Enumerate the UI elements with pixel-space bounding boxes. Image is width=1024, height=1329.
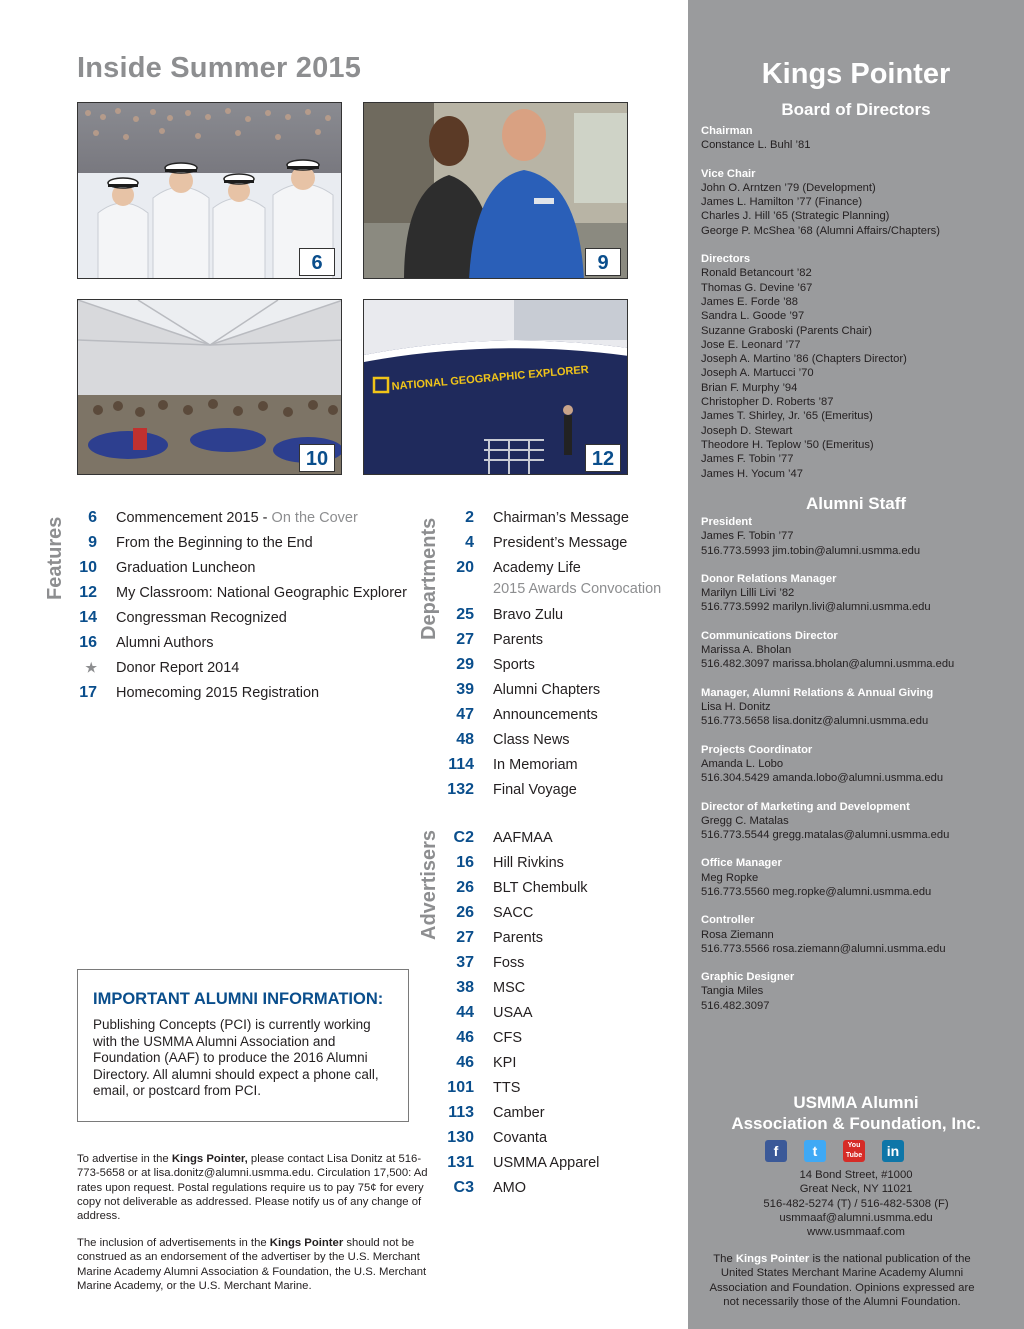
toc-page-number: 101 — [447, 1079, 474, 1096]
toc-page-number: 25 — [456, 606, 474, 623]
address-website[interactable]: www.usmmaaf.com — [807, 1226, 905, 1239]
features-toc-entry[interactable] — [77, 681, 417, 705]
toc-label-text: Parents — [493, 632, 543, 648]
role-title: Donor Relations Manager — [701, 572, 837, 585]
toc-label — [493, 728, 570, 752]
photo-luncheon[interactable] — [77, 299, 342, 475]
toc-label — [493, 1026, 522, 1050]
toc-page-number: 16 — [79, 634, 97, 651]
toc-label-text: Congressman Recognized — [116, 610, 287, 626]
person-line: Ronald Betancourt ’82 — [701, 267, 812, 280]
toc-page-number: 10 — [79, 559, 97, 576]
person-line: Joseph A. Martucci ’70 — [701, 367, 814, 380]
person-line: Theodore H. Teplow ’50 (Emeritus) — [701, 438, 874, 451]
departments-toc-entry[interactable] — [440, 506, 640, 530]
departments-toc-entry[interactable] — [440, 653, 640, 677]
toc-label — [116, 681, 319, 705]
disclaimer-bold: Kings Pointer — [269, 1237, 344, 1249]
advertisers-toc-entry[interactable] — [440, 1026, 640, 1050]
person-line: Marissa A. Bholan — [701, 644, 792, 657]
toc-page-number: 44 — [456, 1004, 474, 1021]
toc-label-text: In Memoriam — [493, 757, 578, 773]
person-line: 516.304.5429 amanda.lobo@alumni.usmma.edu — [701, 772, 944, 785]
person-line: Gregg C. Matalas — [701, 814, 789, 827]
toc-page-number: 27 — [456, 631, 474, 648]
departments-heading: Departments — [418, 517, 440, 640]
masthead-sidebar — [688, 0, 1024, 1329]
person-line: James F. Tobin ’77 — [701, 530, 794, 543]
role-title: Office Manager — [701, 857, 782, 870]
advertisers-toc-entry[interactable] — [440, 976, 640, 1000]
toc-label — [493, 851, 564, 875]
person-line: James H. Yocum ’47 — [701, 467, 803, 480]
toc-page-number: 113 — [448, 1104, 474, 1121]
ship-hull-text: NATIONAL GEOGRAPHIC EXPLORER — [391, 363, 590, 393]
address-street: 14 Bond Street, #1000 — [799, 1169, 913, 1181]
disclaimer — [77, 1236, 429, 1293]
toc-label-text: TTS — [493, 1080, 521, 1096]
toc-label-text: My Classroom: National Geographic Explorer — [116, 585, 407, 601]
photo-page-number: 10 — [299, 444, 335, 472]
toc-label — [493, 1076, 520, 1100]
toc-page-number: 114 — [448, 756, 474, 773]
toc-label-text: AAFMAA — [493, 830, 553, 846]
photo-two-men[interactable] — [363, 102, 628, 279]
toc-page-number: 131 — [447, 1154, 474, 1171]
advertise-note-bold: Kings Pointer, — [171, 1153, 248, 1165]
youtube-icon[interactable]: You Tube — [843, 1140, 865, 1162]
person-line: 516.773.5992 marilyn.livi@alumni.usmma.edu — [701, 601, 931, 614]
toc-page-number: 38 — [456, 979, 474, 996]
toc-page-number: 47 — [456, 706, 474, 723]
departments-toc-entry[interactable] — [440, 603, 640, 627]
toc-page-number: 6 — [88, 509, 97, 526]
toc-label-text: Covanta — [493, 1130, 548, 1146]
person-line: James L. Hamilton ’77 (Finance) — [701, 196, 863, 209]
photo-page-number: 12 — [585, 444, 621, 472]
toc-page-number: 17 — [79, 684, 97, 701]
features-toc-entry[interactable] — [77, 506, 417, 530]
person-line: James E. Forde ’88 — [701, 295, 799, 308]
staff-block — [701, 913, 946, 956]
person-line: James F. Tobin ’77 — [701, 453, 794, 466]
role-title: Projects Coordinator — [701, 743, 813, 756]
departments-toc-entry[interactable] — [440, 703, 640, 727]
advertisers-toc-entry[interactable] — [440, 826, 640, 850]
toc-label-text: USMMA Apparel — [493, 1155, 600, 1171]
toc-cover-note: On the Cover — [271, 510, 358, 526]
departments-toc-entry[interactable] — [440, 556, 640, 580]
advertisers-toc-entry[interactable] — [440, 1051, 640, 1075]
toc-label-text: Sports — [493, 657, 535, 673]
toc-label — [493, 603, 563, 627]
toc-label — [116, 506, 358, 530]
toc-label-text: From the Beginning to the End — [116, 535, 313, 551]
advertisers-toc-entry[interactable] — [440, 1076, 640, 1100]
staff-block — [701, 970, 794, 1013]
person-line: Amanda L. Lobo — [701, 757, 784, 770]
board-heading: Board of Directors — [781, 100, 931, 119]
toc-label — [493, 628, 543, 652]
features-toc-entry[interactable] — [77, 656, 417, 680]
toc-label — [116, 631, 214, 655]
toc-page-number: 16 — [456, 854, 474, 871]
info-box-title: IMPORTANT ALUMNI INFORMATION: — [93, 990, 384, 1008]
person-line: Constance L. Buhl ’81 — [701, 139, 811, 152]
staff-block — [701, 686, 933, 729]
disclaimer-pre: The inclusion of advertisements in the — [77, 1237, 270, 1249]
alumni-info-box — [77, 969, 409, 1122]
person-line: 516.773.5560 meg.ropke@alumni.usmma.edu — [701, 885, 932, 898]
toc-label — [493, 951, 524, 975]
toc-label — [493, 976, 525, 1000]
person-line: Sandra L. Goode ’97 — [701, 310, 805, 323]
person-line: 516.773.5658 lisa.donitz@alumni.usmma.edu — [701, 715, 929, 728]
toc-label-text: Donor Report 2014 — [116, 660, 240, 676]
staff-block — [701, 743, 943, 786]
toc-label — [116, 581, 407, 605]
person-line: Charles J. Hill ’65 (Strategic Planning) — [701, 210, 890, 223]
toc-label — [493, 1001, 533, 1025]
person-line: Suzanne Graboski (Parents Chair) — [701, 324, 872, 337]
photo-page-number: 6 — [299, 248, 335, 276]
facebook-icon[interactable]: f — [765, 1140, 787, 1162]
toc-page-number: 12 — [79, 584, 97, 601]
person-line: Joseph D. Stewart — [701, 424, 793, 437]
toc-label-text: BLT Chembulk — [493, 880, 588, 896]
toc-page-number: 27 — [456, 929, 474, 946]
toc-label-text: Alumni Chapters — [493, 682, 601, 698]
toc-page-number: 132 — [447, 781, 474, 798]
info-box-body: Publishing Concepts (PCI) is currently working with the USMMA Alumni Association and Foundation (AAF) to produce the 2016 Alumni Directory. All alumni should expect a phone call, email, or postcard from PCI. — [93, 1017, 379, 1098]
toc-label — [116, 531, 313, 555]
person-line: 516.773.5544 gregg.matalas@alumni.usmma.edu — [701, 829, 950, 842]
toc-label-text: Alumni Authors — [116, 635, 214, 651]
board-block — [701, 252, 907, 481]
advertisers-toc-entry[interactable] — [440, 1101, 640, 1125]
toc-label-text: Announcements — [493, 707, 598, 723]
toc-sub-note: 2015 Awards Convocation — [493, 581, 662, 597]
role-title: Controller — [701, 914, 755, 927]
role-title: President — [701, 516, 752, 528]
features-toc-entry[interactable] — [77, 531, 417, 555]
person-line: James T. Shirley, Jr. ’65 (Emeritus) — [701, 410, 873, 423]
toc-page-number: 46 — [456, 1054, 474, 1071]
staff-block — [701, 856, 931, 899]
staff-block — [701, 800, 949, 843]
toc-page-number: 2 — [465, 509, 474, 526]
toc-label — [493, 876, 588, 900]
role-title: Manager, Alumni Relations & Annual Giving — [701, 686, 934, 699]
toc-label — [493, 826, 553, 850]
toc-label-text: Bravo Zulu — [493, 607, 564, 623]
advertisers-toc-entry[interactable] — [440, 851, 640, 875]
toc-label-text: Hill Rivkins — [493, 855, 564, 871]
org-name-line1: USMMA Alumni — [793, 1093, 919, 1112]
staff-block — [701, 515, 920, 558]
departments-toc-entry[interactable] — [440, 531, 640, 555]
advertise-note-pre: To advertise in the — [77, 1153, 172, 1165]
board-block — [701, 167, 940, 238]
toc-label — [493, 678, 600, 702]
linkedin-icon[interactable]: in — [882, 1140, 904, 1162]
role-title: Graphic Designer — [701, 971, 795, 984]
publication-note-pre: The — [713, 1253, 736, 1265]
role-title: Director of Marketing and Development — [701, 800, 910, 813]
toc-label-text: CFS — [493, 1030, 522, 1046]
departments-toc-entry[interactable] — [440, 753, 640, 777]
person-line: John O. Arntzen ’79 (Development) — [701, 181, 876, 194]
toc-label — [493, 556, 581, 580]
person-line: 516.773.5993 jim.tobin@alumni.usmma.edu — [701, 544, 921, 557]
address-block — [688, 1168, 1024, 1239]
toc-page-number: 26 — [456, 879, 474, 896]
toc-page-number: C2 — [453, 829, 474, 846]
advertisers-toc-entry[interactable] — [440, 1151, 640, 1175]
toc-label — [116, 556, 255, 580]
advertise-note — [77, 1152, 429, 1223]
toc-label-text: Parents — [493, 930, 543, 946]
advertisers-toc-entry[interactable] — [440, 951, 640, 975]
toc-page-number: 46 — [456, 1029, 474, 1046]
org-name-line2: Association & Foundation, Inc. — [731, 1114, 981, 1133]
advertisers-toc-entry[interactable] — [440, 1176, 640, 1200]
advertisers-toc-entry[interactable] — [440, 1001, 640, 1025]
toc-label — [493, 1126, 547, 1150]
person-line: Jose E. Leonard ’77 — [701, 338, 801, 351]
role-title: Directors — [701, 253, 751, 266]
person-line: Brian F. Murphy ’94 — [701, 381, 798, 394]
toc-label-text: President’s Message — [493, 535, 628, 551]
toc-label-text: Homecoming 2015 Registration — [116, 685, 320, 701]
toc-page-number: ★ — [85, 660, 97, 675]
toc-label — [493, 531, 627, 555]
advertisers-toc-entry[interactable] — [440, 1126, 640, 1150]
toc-page-number: 48 — [456, 731, 474, 748]
person-line: Joseph A. Martino ’86 (Chapters Director) — [701, 353, 907, 366]
toc-label-text: Chairman’s Message — [493, 510, 629, 526]
features-heading: Features — [44, 516, 66, 600]
departments-toc-entry[interactable] — [440, 678, 640, 702]
toc-label — [116, 656, 239, 680]
toc-page-number: 37 — [456, 954, 474, 971]
toc-page-number: 4 — [465, 534, 474, 551]
role-title: Communications Director — [701, 629, 838, 642]
page-title: Inside Summer 2015 — [77, 52, 362, 84]
person-line: 516.773.5566 rosa.ziemann@alumni.usmma.edu — [701, 942, 946, 955]
person-line: George P. McShea ’68 (Alumni Affairs/Chapters) — [701, 224, 940, 237]
twitter-icon[interactable]: t — [804, 1140, 826, 1162]
toc-label-text: Graduation Luncheon — [116, 560, 256, 576]
staff-heading: Alumni Staff — [805, 494, 907, 513]
toc-page-number: 9 — [88, 534, 97, 551]
toc-label — [493, 778, 577, 802]
photo-ship[interactable] — [363, 299, 628, 475]
toc-label-text: Camber — [493, 1105, 545, 1121]
toc-page-number: 39 — [456, 681, 474, 698]
person-line: Marilyn Lilli Livi ’82 — [701, 587, 795, 600]
toc-label-text: Foss — [493, 955, 525, 971]
address-city: Great Neck, NY 11021 — [799, 1183, 913, 1196]
advertisers-toc-entry[interactable] — [440, 926, 640, 950]
toc-label — [493, 653, 535, 677]
person-line: Meg Ropke — [701, 871, 759, 884]
departments-toc-entry[interactable] — [440, 778, 640, 802]
person-line: 516.482.3097 — [701, 999, 770, 1012]
disclaimer-post: should not be construed as an endorsement of the advertiser by the U.S. Merchant Marine Academy Alumni Association & Foundation, the U.S. Merchant Marine Academy, or the U.S. Merchant Marine. — [77, 1237, 427, 1292]
person-line: Lisa H. Donitz — [701, 700, 771, 713]
toc-label-text: Academy Life — [493, 560, 581, 576]
toc-page-number: 130 — [447, 1129, 474, 1146]
advertisers-toc-entry[interactable] — [440, 901, 640, 925]
publication-note-bold: Kings Pointer — [735, 1253, 810, 1265]
board-block — [701, 124, 810, 153]
toc-label-text: Class News — [493, 732, 570, 748]
toc-label-text: Final Voyage — [493, 782, 577, 798]
toc-page-number: 20 — [456, 559, 474, 576]
toc-page-number: 26 — [456, 904, 474, 921]
person-line: Christopher D. Roberts ’87 — [701, 396, 834, 409]
role-title: Chairman — [701, 125, 753, 137]
features-toc-entry[interactable] — [77, 581, 417, 605]
toc-label — [493, 1176, 526, 1200]
person-line: Tangia Miles — [701, 985, 764, 998]
toc-page-number: 14 — [79, 609, 97, 626]
features-toc-entry[interactable] — [77, 606, 417, 630]
toc-label-text: SACC — [493, 905, 534, 921]
person-line: Rosa Ziemann — [701, 928, 774, 941]
publication-note-post: is the national publication of the United States Merchant Marine Academy Alumni Association and Foundation. Opinions expressed are not necessarily those of the Alumni Foundation. — [709, 1253, 975, 1308]
masthead-title: Kings Pointer — [761, 58, 951, 90]
toc-page-number: 29 — [456, 656, 474, 673]
advertisers-toc-entry[interactable] — [440, 876, 640, 900]
toc-label-text: MSC — [493, 980, 526, 996]
toc-label — [493, 901, 533, 925]
photo-page-number: 9 — [585, 248, 621, 276]
staff-block — [701, 629, 954, 672]
toc-label — [493, 1151, 599, 1175]
toc-label-text: USAA — [493, 1005, 533, 1021]
photo-commencement[interactable] — [77, 102, 342, 279]
features-toc-entry[interactable] — [77, 631, 417, 655]
departments-toc-entry[interactable] — [440, 728, 640, 752]
address-phone: 516-482-5274 (T) / 516-482-5308 (F) — [763, 1197, 949, 1210]
toc-label-text: KPI — [493, 1055, 517, 1071]
toc-label — [116, 606, 287, 630]
toc-label — [493, 1101, 545, 1125]
toc-label — [493, 753, 578, 777]
person-line: Thomas G. Devine ’67 — [701, 281, 813, 294]
address-email[interactable]: usmmaaf@alumni.usmma.edu — [779, 1211, 933, 1224]
toc-label — [493, 926, 543, 950]
departments-toc-entry[interactable] — [440, 628, 640, 652]
features-toc-entry[interactable] — [77, 556, 417, 580]
advertise-note-post: please contact Lisa Donitz at 516-773-5658 or at lisa.donitz@alumni.usmma.edu. Circulation 17,500: Ad rates upon request. Postal regulations require us to pay 75¢ for every copy not deliverable as addressed. Please notify us of any change of address. — [77, 1153, 428, 1223]
advertisers-heading: Advertisers — [418, 829, 440, 940]
toc-label — [493, 506, 629, 530]
toc-page-number: C3 — [453, 1179, 474, 1196]
toc-label-text: AMO — [493, 1180, 527, 1196]
toc-label-text: Commencement 2015 - — [116, 510, 272, 526]
toc-label — [493, 1051, 516, 1075]
person-line: 516.482.3097 marissa.bholan@alumni.usmma.edu — [701, 658, 955, 671]
publication-note — [702, 1252, 982, 1309]
staff-block — [701, 572, 931, 615]
role-title: Vice Chair — [701, 167, 756, 180]
toc-label — [493, 703, 598, 727]
